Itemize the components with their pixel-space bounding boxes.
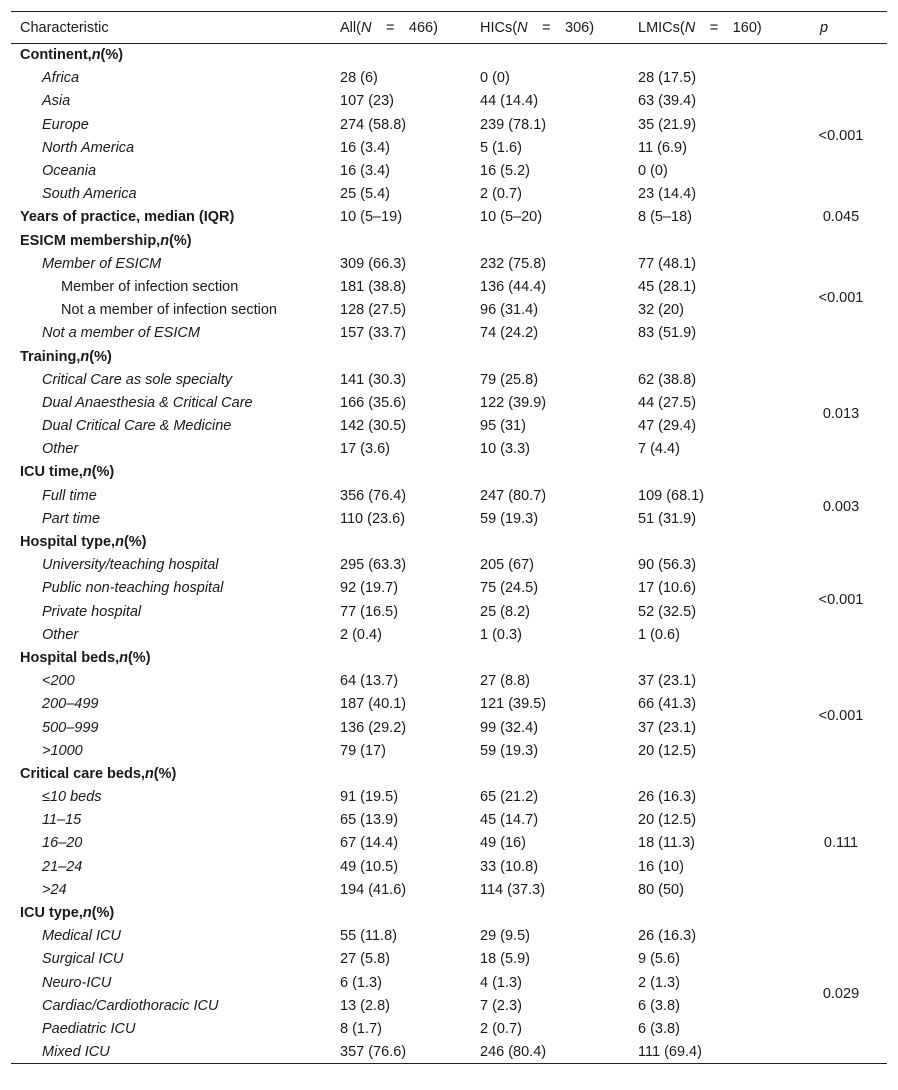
cell-p-value xyxy=(795,646,887,762)
row-label: >24 xyxy=(42,881,67,898)
section-pct-symbol: (%) xyxy=(100,47,124,64)
table-row xyxy=(11,67,887,90)
table-row xyxy=(11,971,887,994)
table-row xyxy=(11,252,887,275)
row-label: 200–499 xyxy=(42,696,99,713)
cell-all: 141 (30.3) xyxy=(340,371,407,388)
cell-all: 110 (23.6) xyxy=(340,510,406,527)
section-label xyxy=(11,44,331,67)
section-header-row xyxy=(11,646,887,669)
row-label: South America xyxy=(42,186,137,203)
section-label xyxy=(11,762,331,785)
empty-cell xyxy=(331,229,471,252)
row-label: 21–24 xyxy=(42,858,83,875)
row-label: Full time xyxy=(42,487,97,504)
row-label: Dual Anaesthesia & Critical Care xyxy=(42,394,253,411)
cell-lmics: 16 (10) xyxy=(638,858,684,875)
cell-lmics: 20 (12.5) xyxy=(638,812,697,829)
section-header-row xyxy=(11,44,887,67)
row-label: Member of ESICM xyxy=(42,255,162,272)
cell-lmics: 83 (51.9) xyxy=(638,325,697,342)
cell-hics: 5 (1.6) xyxy=(480,139,522,156)
section-label-text: Critical care beds, xyxy=(20,765,145,782)
section-label-text: Continent, xyxy=(20,47,92,64)
cell-lmics: 28 (17.5) xyxy=(638,70,697,87)
p-value: 0.111 xyxy=(823,835,859,852)
section-pct-symbol: (%) xyxy=(127,649,151,666)
empty-cell xyxy=(331,44,471,67)
row-label: 16–20 xyxy=(42,835,83,852)
table-row xyxy=(11,693,887,716)
table-row xyxy=(11,554,887,577)
row-label: ≤10 beds xyxy=(42,789,102,806)
cell-all: 356 (76.4) xyxy=(340,487,407,504)
table-row xyxy=(11,739,887,762)
section-label: Years of practice, median (IQR) xyxy=(20,209,235,226)
section-n-symbol: n xyxy=(119,649,128,666)
cell-lmics: 37 (23.1) xyxy=(638,719,697,736)
section-label xyxy=(11,646,331,669)
section-label-text: Training, xyxy=(20,348,81,365)
cell-hics: 1 (0.3) xyxy=(480,626,522,643)
section-pct-symbol: (%) xyxy=(123,534,147,551)
table-row xyxy=(11,368,887,391)
table-row xyxy=(11,415,887,438)
cell-hics: 59 (19.3) xyxy=(480,742,539,759)
cell-hics: 4 (1.3) xyxy=(480,974,522,991)
cell-all: 55 (11.8) xyxy=(340,928,397,945)
cell-all: 25 (5.4) xyxy=(340,186,390,203)
section-header-row xyxy=(11,229,887,252)
cell-lmics: 47 (29.4) xyxy=(638,418,697,435)
cell-hics: 114 (37.3) xyxy=(480,881,546,898)
row-label: North America xyxy=(42,139,135,156)
cell-lmics: 8 (5–18) xyxy=(638,209,693,226)
section-n-symbol: n xyxy=(82,905,92,922)
p-value: <0.001 xyxy=(818,707,864,724)
cell-all: 187 (40.1) xyxy=(340,696,407,713)
section-pct-symbol: (%) xyxy=(91,464,115,481)
cell-hics: 33 (10.8) xyxy=(480,858,539,875)
table-row xyxy=(11,623,887,646)
section-header-row xyxy=(11,530,887,553)
cell-hics: 205 (67) xyxy=(480,557,535,574)
row-label: <200 xyxy=(42,673,75,690)
cell-hics: 18 (5.9) xyxy=(480,951,530,968)
section-n-symbol: n xyxy=(80,348,90,365)
cell-lmics: 51 (31.9) xyxy=(638,510,697,527)
cell-p-value xyxy=(795,461,887,531)
empty-cell xyxy=(331,345,471,368)
table-container xyxy=(11,11,887,1064)
cell-hics: 16 (5.2) xyxy=(480,163,530,180)
header-hics: HICs(N = 306) xyxy=(471,12,629,44)
section-pct-symbol: (%) xyxy=(89,348,112,365)
table-row xyxy=(11,925,887,948)
section-header-row xyxy=(11,345,887,368)
table-row xyxy=(11,136,887,159)
cell-lmics: 1 (0.6) xyxy=(638,626,680,643)
section-label xyxy=(11,229,331,252)
cell-p-value xyxy=(795,229,887,345)
cell-all: 157 (33.7) xyxy=(340,325,407,342)
empty-cell xyxy=(471,901,629,924)
table-row xyxy=(11,948,887,971)
section-header-row xyxy=(11,762,887,785)
cell-lmics: 90 (56.3) xyxy=(638,557,697,574)
table-header xyxy=(11,12,887,44)
cell-all: 77 (16.5) xyxy=(340,603,399,620)
table-row xyxy=(11,994,887,1017)
cell-hics: 247 (80.7) xyxy=(480,487,547,504)
empty-cell xyxy=(471,762,629,785)
section-n-symbol: n xyxy=(144,765,154,782)
cell-all: 92 (19.7) xyxy=(340,580,399,597)
row-label: Dual Critical Care & Medicine xyxy=(42,418,232,435)
empty-cell xyxy=(471,229,629,252)
table-row xyxy=(11,577,887,600)
cell-hics: 45 (14.7) xyxy=(480,812,539,829)
header-row xyxy=(11,12,887,44)
row-label: Cardiac/Cardiothoracic ICU xyxy=(42,997,219,1014)
table-row xyxy=(11,832,887,855)
cell-p-value xyxy=(795,901,887,1063)
empty-cell xyxy=(331,530,471,553)
row-label: Other xyxy=(42,626,79,643)
table-row xyxy=(11,1017,887,1040)
cell-lmics: 20 (12.5) xyxy=(638,742,697,759)
characteristics-table xyxy=(11,11,887,1064)
p-value: 0.003 xyxy=(822,499,860,516)
cell-all: 27 (5.8) xyxy=(340,951,390,968)
row-label: Public non-teaching hospital xyxy=(42,580,224,597)
cell-all: 17 (3.6) xyxy=(340,441,390,458)
empty-cell xyxy=(471,345,629,368)
p-value: 0.013 xyxy=(822,406,860,423)
cell-hics: 59 (19.3) xyxy=(480,510,539,527)
section-n-symbol: n xyxy=(160,232,170,249)
section-label-text: ICU time, xyxy=(20,464,83,481)
row-label: 11–15 xyxy=(42,812,82,829)
row-label: >1000 xyxy=(42,742,83,759)
cell-hics: 10 (3.3) xyxy=(480,441,530,458)
table-row xyxy=(11,670,887,693)
table-row xyxy=(11,1041,887,1064)
empty-cell xyxy=(629,646,795,669)
cell-lmics: 45 (28.1) xyxy=(638,278,697,295)
cell-lmics: 6 (3.8) xyxy=(638,997,680,1014)
section-n-symbol: n xyxy=(82,464,92,481)
row-label: Europe xyxy=(42,116,89,133)
cell-all: 2 (0.4) xyxy=(340,626,382,643)
table-row xyxy=(11,507,887,530)
cell-lmics: 37 (23.1) xyxy=(638,673,697,690)
section-label-text: ICU type, xyxy=(20,905,83,922)
section-label xyxy=(11,901,331,924)
cell-lmics: 26 (16.3) xyxy=(638,789,697,806)
p-value: <0.001 xyxy=(818,591,864,608)
cell-hics: 0 (0) xyxy=(480,70,510,87)
cell-hics: 2 (0.7) xyxy=(480,186,522,203)
empty-cell xyxy=(629,345,795,368)
section-n-symbol: n xyxy=(91,47,101,64)
cell-hics: 49 (16) xyxy=(480,835,526,852)
cell-hics: 44 (14.4) xyxy=(480,93,539,110)
row-label: Other xyxy=(42,441,79,458)
cell-p-value xyxy=(795,530,887,646)
table-row xyxy=(11,391,887,414)
cell-all: 16 (3.4) xyxy=(340,163,390,180)
table-row xyxy=(11,206,887,229)
p-value: 0.029 xyxy=(822,985,860,1002)
empty-cell xyxy=(331,646,471,669)
row-label: University/teaching hospital xyxy=(42,557,219,574)
cell-lmics: 0 (0) xyxy=(638,163,668,180)
cell-lmics: 111 (69.4) xyxy=(629,1041,795,1064)
section-n-symbol: n xyxy=(115,534,124,551)
cell-all: 91 (19.5) xyxy=(340,789,399,806)
cell-hics: 136 (44.4) xyxy=(480,278,547,295)
row-label: Paediatric ICU xyxy=(42,1020,136,1037)
cell-hics: 79 (25.8) xyxy=(480,371,539,388)
cell-all: 107 (23) xyxy=(340,93,395,110)
cell-lmics: 26 (16.3) xyxy=(638,928,697,945)
cell-hics: 27 (8.8) xyxy=(480,673,530,690)
cell-lmics: 23 (14.4) xyxy=(638,186,697,203)
cell-hics: 239 (78.1) xyxy=(480,116,547,133)
table-row xyxy=(11,716,887,739)
table-row xyxy=(11,484,887,507)
cell-lmics: 52 (32.5) xyxy=(638,603,697,620)
table-row xyxy=(11,299,887,322)
cell-hics: 99 (32.4) xyxy=(480,719,539,736)
row-label: Oceania xyxy=(42,163,97,180)
row-label: Neuro-ICU xyxy=(42,974,112,991)
cell-all: 10 (5–19) xyxy=(340,209,403,226)
cell-hics: 10 (5–20) xyxy=(480,209,543,226)
section-label-text: Hospital beds, xyxy=(20,649,120,666)
cell-p-value xyxy=(795,345,887,461)
cell-all: 166 (35.6) xyxy=(340,394,407,411)
cell-all: 6 (1.3) xyxy=(340,974,382,991)
header-lmics: LMICs(N = 160) xyxy=(629,12,795,44)
cell-all: 181 (38.8) xyxy=(340,278,407,295)
empty-cell xyxy=(629,762,795,785)
cell-hics: 246 (80.4) xyxy=(471,1041,629,1064)
cell-lmics: 77 (48.1) xyxy=(638,255,697,272)
cell-p-value xyxy=(795,206,887,229)
cell-all: 309 (66.3) xyxy=(340,255,407,272)
table-row xyxy=(11,90,887,113)
cell-lmics: 109 (68.1) xyxy=(638,487,705,504)
cell-hics: 74 (24.2) xyxy=(480,325,539,342)
table-row xyxy=(11,809,887,832)
table-row xyxy=(11,786,887,809)
row-label: Critical Care as sole specialty xyxy=(42,371,233,388)
cell-hics: 121 (39.5) xyxy=(480,696,547,713)
empty-cell xyxy=(331,461,471,484)
table-row xyxy=(11,878,887,901)
empty-cell xyxy=(471,530,629,553)
cell-lmics: 9 (5.6) xyxy=(638,951,680,968)
row-label: Not a member of infection section xyxy=(61,302,277,319)
table-row xyxy=(11,113,887,136)
row-label: Not a member of ESICM xyxy=(42,325,200,342)
cell-hics: 65 (21.2) xyxy=(480,789,539,806)
empty-cell xyxy=(629,44,795,67)
row-label: Medical ICU xyxy=(42,928,121,945)
cell-all: 16 (3.4) xyxy=(340,139,390,156)
row-label: Surgical ICU xyxy=(42,951,124,968)
cell-lmics: 80 (50) xyxy=(638,881,684,898)
cell-all: 194 (41.6) xyxy=(340,881,407,898)
cell-lmics: 63 (39.4) xyxy=(638,93,697,110)
cell-hics: 232 (75.8) xyxy=(480,255,547,272)
cell-all: 13 (2.8) xyxy=(340,997,390,1014)
table-row xyxy=(11,855,887,878)
table-row xyxy=(11,275,887,298)
section-label xyxy=(11,461,331,484)
empty-cell xyxy=(629,229,795,252)
empty-cell xyxy=(471,461,629,484)
cell-hics: 75 (24.5) xyxy=(480,580,539,597)
row-label: 500–999 xyxy=(42,719,99,736)
cell-lmics: 2 (1.3) xyxy=(638,974,680,991)
row-label: Member of infection section xyxy=(61,278,239,295)
cell-all: 49 (10.5) xyxy=(340,858,399,875)
cell-hics: 29 (9.5) xyxy=(480,928,530,945)
cell-all: 67 (14.4) xyxy=(340,835,399,852)
cell-all: 79 (17) xyxy=(340,742,386,759)
cell-all: 64 (13.7) xyxy=(340,673,399,690)
section-label-text: ESICM membership, xyxy=(20,232,161,249)
section-label xyxy=(11,345,331,368)
section-header-row xyxy=(11,901,887,924)
table-row xyxy=(11,322,887,345)
header-characteristic: Characteristic xyxy=(11,12,331,44)
cell-all: 357 (76.6) xyxy=(331,1041,471,1064)
cell-lmics: 32 (20) xyxy=(638,302,684,319)
cell-lmics: 66 (41.3) xyxy=(638,696,697,713)
empty-cell xyxy=(629,461,795,484)
row-label: Africa xyxy=(42,70,80,87)
cell-all: 136 (29.2) xyxy=(340,719,407,736)
table-row xyxy=(11,183,887,206)
cell-lmics: 44 (27.5) xyxy=(638,394,697,411)
header-all: All(N = 466) xyxy=(331,12,471,44)
cell-lmics: 6 (3.8) xyxy=(638,1020,680,1037)
empty-cell xyxy=(629,901,795,924)
cell-hics: 25 (8.2) xyxy=(480,603,530,620)
cell-all: 28 (6) xyxy=(340,70,378,87)
row-label: Private hospital xyxy=(42,603,142,620)
cell-hics: 95 (31) xyxy=(480,418,526,435)
cell-p-value xyxy=(795,762,887,901)
empty-cell xyxy=(471,44,629,67)
cell-lmics: 62 (38.8) xyxy=(638,371,697,388)
cell-p-value xyxy=(795,44,887,206)
cell-hics: 96 (31.4) xyxy=(480,302,539,319)
cell-hics: 2 (0.7) xyxy=(480,1020,522,1037)
table-body xyxy=(11,44,887,1064)
section-pct-symbol: (%) xyxy=(153,765,177,782)
cell-all: 295 (63.3) xyxy=(340,557,407,574)
header-p-value: p xyxy=(795,12,887,44)
cell-lmics: 18 (11.3) xyxy=(638,835,695,852)
row-label: Part time xyxy=(42,510,101,527)
cell-all: 8 (1.7) xyxy=(340,1020,382,1037)
table-row xyxy=(11,438,887,461)
row-label: Asia xyxy=(42,93,71,110)
cell-lmics: 11 (6.9) xyxy=(638,139,687,156)
cell-lmics: 7 (4.4) xyxy=(638,441,680,458)
section-label xyxy=(11,530,331,553)
p-value: 0.045 xyxy=(822,209,860,226)
cell-all: 65 (13.9) xyxy=(340,812,399,829)
empty-cell xyxy=(629,530,795,553)
cell-hics: 122 (39.9) xyxy=(480,394,547,411)
row-label: Mixed ICU xyxy=(11,1041,331,1064)
section-pct-symbol: (%) xyxy=(169,232,192,249)
section-pct-symbol: (%) xyxy=(91,905,115,922)
empty-cell xyxy=(331,762,471,785)
cell-hics: 7 (2.3) xyxy=(480,997,522,1014)
p-value: <0.001 xyxy=(818,128,864,145)
empty-cell xyxy=(331,901,471,924)
section-header-row xyxy=(11,461,887,484)
p-value: <0.001 xyxy=(818,290,864,307)
empty-cell xyxy=(471,646,629,669)
cell-all: 142 (30.5) xyxy=(340,418,407,435)
cell-lmics: 17 (10.6) xyxy=(638,580,697,597)
table-row xyxy=(11,600,887,623)
table-row xyxy=(11,159,887,182)
section-label-text: Hospital type, xyxy=(20,534,116,551)
cell-lmics: 35 (21.9) xyxy=(638,116,697,133)
cell-all: 128 (27.5) xyxy=(340,302,407,319)
cell-all: 274 (58.8) xyxy=(340,116,407,133)
